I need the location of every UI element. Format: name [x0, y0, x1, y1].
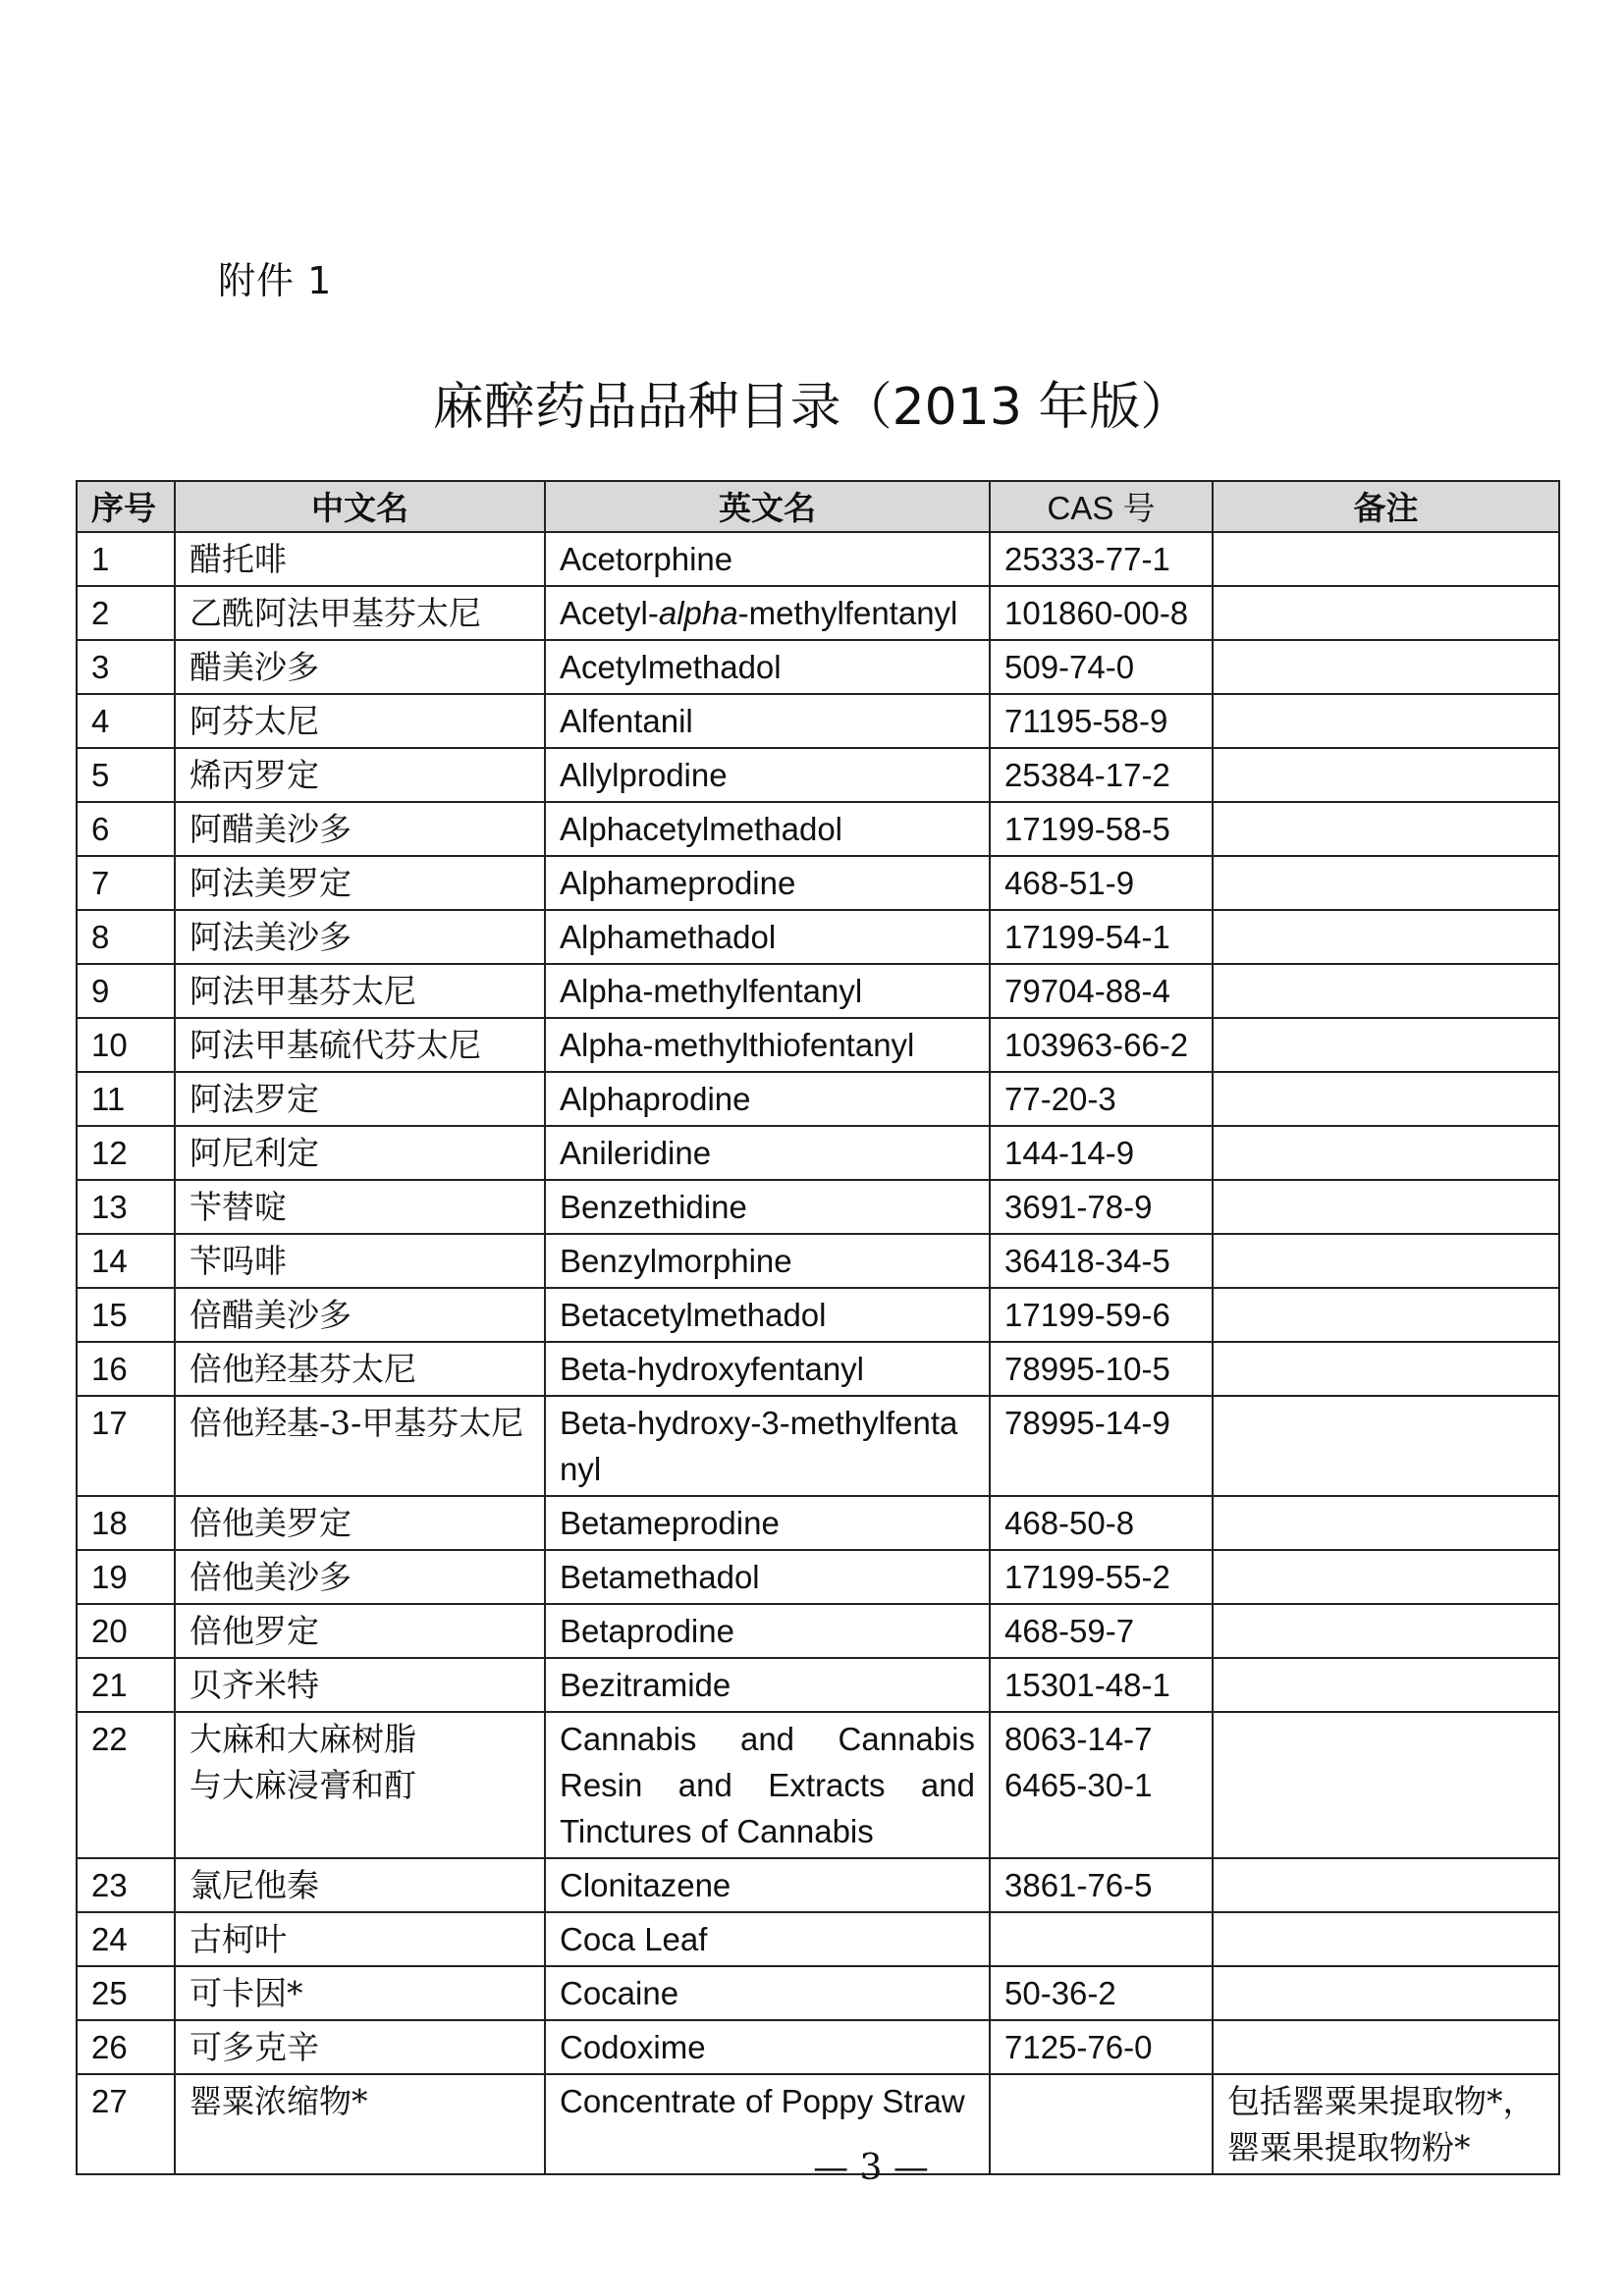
serial-number-cell: 5	[77, 748, 175, 802]
chinese-name-cell	[175, 1018, 545, 1072]
cell-line: 乙酰阿法甲基芬太尼	[189, 594, 481, 632]
serial-number-cell: 19	[77, 1550, 175, 1604]
remarks-cell	[1213, 1234, 1559, 1288]
cell-line: Alphameprodine	[560, 865, 796, 901]
serial-number-cell: 27	[77, 2074, 175, 2174]
remarks-cell	[1213, 1072, 1559, 1126]
header-cas-number: CAS 号	[990, 481, 1213, 532]
remarks-cell	[1213, 748, 1559, 802]
cell-line: 17199-58-5	[1004, 811, 1170, 847]
cell-line: 17199-55-2	[1004, 1559, 1170, 1595]
cell-line: 3691-78-9	[1004, 1189, 1153, 1225]
english-name-part: Acetyl-	[560, 595, 659, 631]
english-name-part: -methylfentanyl	[737, 595, 958, 631]
chinese-name-cell	[175, 2020, 545, 2074]
cell-line: Resin and Extracts and	[560, 1767, 975, 1803]
english-name-cell	[545, 1604, 990, 1658]
serial-number-cell: 24	[77, 1912, 175, 1966]
serial-number-cell: 3	[77, 640, 175, 694]
english-name-cell	[545, 694, 990, 748]
cell-line: Benzethidine	[560, 1189, 747, 1225]
remarks-cell	[1213, 802, 1559, 856]
cell-line: 苄吗啡	[189, 1242, 287, 1280]
remarks-cell	[1213, 1496, 1559, 1550]
cell-line: Beta-hydroxyfentanyl	[560, 1351, 865, 1387]
remarks-cell	[1213, 910, 1559, 964]
english-name-cell	[545, 1712, 990, 1858]
cell-line: 大麻和大麻树脂	[189, 1720, 416, 1758]
cell-line: 17199-54-1	[1004, 919, 1170, 955]
cell-line: Alfentanil	[560, 703, 693, 739]
english-name-cell	[545, 1342, 990, 1396]
cas-number-cell	[990, 2020, 1213, 2074]
attachment-label: 附件 1	[218, 259, 333, 302]
serial-number-cell: 14	[77, 1234, 175, 1288]
document-title: 麻醉药品品种目录（2013 年版）	[432, 378, 1192, 437]
table-header-row	[77, 481, 1559, 532]
chinese-name-cell	[175, 856, 545, 910]
cell-line: 78995-14-9	[1004, 1405, 1170, 1441]
remarks-cell	[1213, 1180, 1559, 1234]
cas-number-cell	[990, 802, 1213, 856]
cell-line: Alphamethadol	[560, 919, 777, 955]
chinese-name-cell	[175, 1342, 545, 1396]
serial-number-cell: 11	[77, 1072, 175, 1126]
english-name-cell	[545, 640, 990, 694]
cell-line: 阿法美罗定	[189, 864, 352, 902]
cell-line: Betamethadol	[560, 1559, 760, 1595]
table-row	[77, 1072, 1559, 1126]
remarks-cell	[1213, 1342, 1559, 1396]
cas-number-cell	[990, 1550, 1213, 1604]
cell-line: 7125-76-0	[1004, 2029, 1153, 2065]
english-name-cell	[545, 1858, 990, 1912]
cell-line: 苄替啶	[189, 1188, 287, 1226]
cell-line: 6465-30-1	[1004, 1767, 1153, 1803]
serial-number-cell: 17	[77, 1396, 175, 1496]
table-row	[77, 694, 1559, 748]
cell-line: 阿法甲基硫代芬太尼	[189, 1026, 481, 1064]
cell-line: 倍他羟基芬太尼	[189, 1350, 416, 1388]
remarks-cell	[1213, 2020, 1559, 2074]
english-name-cell	[545, 802, 990, 856]
english-name-cell	[545, 532, 990, 586]
cell-line: 36418-34-5	[1004, 1243, 1170, 1279]
remarks-cell	[1213, 1858, 1559, 1912]
cell-line: 79704-88-4	[1004, 973, 1170, 1009]
english-name-cell	[545, 910, 990, 964]
table-row	[77, 1288, 1559, 1342]
cas-number-cell	[990, 1858, 1213, 1912]
table-row	[77, 1966, 1559, 2020]
serial-number-cell: 22	[77, 1712, 175, 1858]
table-row	[77, 1496, 1559, 1550]
cell-line: Betacetylmethadol	[560, 1297, 827, 1333]
cell-line: 阿尼利定	[189, 1134, 319, 1172]
table-row	[77, 1550, 1559, 1604]
serial-number-cell: 7	[77, 856, 175, 910]
cas-number-cell	[990, 1604, 1213, 1658]
english-name-cell	[545, 1072, 990, 1126]
cell-line: Betameprodine	[560, 1505, 780, 1541]
cas-number-cell	[990, 1180, 1213, 1234]
serial-number-cell: 13	[77, 1180, 175, 1234]
cell-line: 倍他美罗定	[189, 1504, 352, 1542]
english-name-cell	[545, 1126, 990, 1180]
table-row	[77, 532, 1559, 586]
english-name-cell	[545, 1018, 990, 1072]
cas-number-cell	[990, 640, 1213, 694]
cell-line: 144-14-9	[1004, 1135, 1135, 1171]
header-remarks: 备注	[1213, 481, 1559, 532]
chinese-name-cell	[175, 1396, 545, 1496]
remarks-cell	[1213, 1712, 1559, 1858]
remarks-cell	[1213, 586, 1559, 640]
header-serial-number: 序号	[77, 481, 175, 532]
cell-line: 509-74-0	[1004, 649, 1135, 685]
english-name-cell	[545, 1550, 990, 1604]
cell-line: 阿法甲基芬太尼	[189, 972, 416, 1010]
cell-line: Bezitramide	[560, 1667, 731, 1703]
cell-line: 25384-17-2	[1004, 757, 1170, 793]
chinese-name-cell	[175, 1234, 545, 1288]
table-row	[77, 1180, 1559, 1234]
cell-line: 103963-66-2	[1004, 1027, 1189, 1063]
english-name-part: alpha	[658, 595, 738, 631]
cell-line: 与大麻浸膏和酊	[189, 1766, 416, 1804]
english-name-cell	[545, 1912, 990, 1966]
cell-line: 烯丙罗定	[189, 756, 319, 794]
table-row	[77, 2020, 1559, 2074]
serial-number-cell: 15	[77, 1288, 175, 1342]
cell-line: Alpha-methylfentanyl	[560, 973, 863, 1009]
cas-number-cell	[990, 1396, 1213, 1496]
serial-number-cell: 26	[77, 2020, 175, 2074]
cell-line: Acetorphine	[560, 541, 733, 577]
cas-number-cell	[990, 748, 1213, 802]
cell-line: 468-50-8	[1004, 1505, 1135, 1541]
cas-number-cell	[990, 1912, 1213, 1966]
table-row	[77, 802, 1559, 856]
cell-line: 3861-76-5	[1004, 1867, 1153, 1903]
english-name-cell	[545, 1288, 990, 1342]
cell-line: nyl	[560, 1451, 602, 1487]
serial-number-cell: 9	[77, 964, 175, 1018]
cas-number-cell	[990, 1234, 1213, 1288]
table-row	[77, 586, 1559, 640]
table-row	[77, 1018, 1559, 1072]
cell-line: 77-20-3	[1004, 1081, 1116, 1117]
cas-number-cell	[990, 910, 1213, 964]
cell-line: 468-51-9	[1004, 865, 1135, 901]
table-row	[77, 1912, 1559, 1966]
english-name-cell	[545, 1496, 990, 1550]
remarks-cell	[1213, 1604, 1559, 1658]
table-row	[77, 1658, 1559, 1712]
chinese-name-cell	[175, 1604, 545, 1658]
cell-line: 阿法美沙多	[189, 918, 352, 956]
cell-line: 15301-48-1	[1004, 1667, 1170, 1703]
cas-number-cell	[990, 1072, 1213, 1126]
remarks-cell	[1213, 1288, 1559, 1342]
remarks-cell	[1213, 694, 1559, 748]
cas-number-cell	[990, 1342, 1213, 1396]
cas-number-cell	[990, 694, 1213, 748]
table-row	[77, 1234, 1559, 1288]
english-name-cell	[545, 748, 990, 802]
page-number: — 3 —	[813, 2148, 929, 2188]
chinese-name-cell	[175, 1550, 545, 1604]
remarks-cell	[1213, 1550, 1559, 1604]
english-name-cell	[545, 1966, 990, 2020]
remarks-cell	[1213, 1396, 1559, 1496]
chinese-name-cell	[175, 1180, 545, 1234]
serial-number-cell: 10	[77, 1018, 175, 1072]
cell-line: Cocaine	[560, 1975, 679, 2011]
remarks-cell	[1213, 1658, 1559, 1712]
chinese-name-cell	[175, 1966, 545, 2020]
serial-number-cell: 4	[77, 694, 175, 748]
serial-number-cell: 12	[77, 1126, 175, 1180]
cas-number-cell	[990, 856, 1213, 910]
chinese-name-cell	[175, 802, 545, 856]
cell-line: 阿芬太尼	[189, 702, 319, 740]
cell-line: 可卡因*	[189, 1974, 303, 2012]
table-row	[77, 856, 1559, 910]
cell-line: 101860-00-8	[1004, 595, 1189, 631]
cell-line: 阿法罗定	[189, 1080, 319, 1118]
remarks-cell	[1213, 1018, 1559, 1072]
chinese-name-cell	[175, 964, 545, 1018]
cell-line: 罂粟浓缩物*	[189, 2082, 368, 2120]
cell-line: 贝齐米特	[189, 1666, 319, 1704]
cell-line: Beta-hydroxy-3-methylfenta	[560, 1405, 958, 1441]
cell-line: Alphacetylmethadol	[560, 811, 843, 847]
header-chinese-name: 中文名	[175, 481, 545, 532]
cell-line: Acetylmethadol	[560, 649, 782, 685]
serial-number-cell: 20	[77, 1604, 175, 1658]
serial-number-cell: 21	[77, 1658, 175, 1712]
cas-number-cell	[990, 586, 1213, 640]
cas-number-cell	[990, 1126, 1213, 1180]
chinese-name-cell	[175, 1288, 545, 1342]
chinese-name-cell	[175, 532, 545, 586]
cas-number-cell	[990, 964, 1213, 1018]
header-english-name: 英文名	[545, 481, 990, 532]
serial-number-cell: 6	[77, 802, 175, 856]
chinese-name-cell	[175, 910, 545, 964]
chinese-name-cell	[175, 694, 545, 748]
cell-line: 17199-59-6	[1004, 1297, 1170, 1333]
table-row	[77, 1396, 1559, 1496]
cell-line: 倍醋美沙多	[189, 1296, 352, 1334]
chinese-name-cell	[175, 1126, 545, 1180]
cas-number-cell	[990, 1966, 1213, 2020]
table-row	[77, 1712, 1559, 1858]
cas-number-cell	[990, 1288, 1213, 1342]
cell-line: 78995-10-5	[1004, 1351, 1170, 1387]
cell-line: Clonitazene	[560, 1867, 731, 1903]
cell-line: Coca Leaf	[560, 1921, 708, 1957]
cas-number-cell	[990, 1658, 1213, 1712]
table-row	[77, 1342, 1559, 1396]
english-name-cell	[545, 2020, 990, 2074]
remarks-cell	[1213, 1126, 1559, 1180]
serial-number-cell: 25	[77, 1966, 175, 2020]
cell-line: Betaprodine	[560, 1613, 734, 1649]
english-name-cell	[545, 586, 990, 640]
remarks-cell	[1213, 640, 1559, 694]
narcotic-drug-table	[76, 480, 1560, 2175]
chinese-name-cell	[175, 1858, 545, 1912]
cell-line: 50-36-2	[1004, 1975, 1116, 2011]
cell-line: Anileridine	[560, 1135, 712, 1171]
table-row	[77, 1604, 1559, 1658]
cell-line: 可多克辛	[189, 2028, 319, 2066]
cell-line: 阿醋美沙多	[189, 810, 352, 848]
cell-line: Alphaprodine	[560, 1081, 751, 1117]
cell-line: Alpha-methylthiofentanyl	[560, 1027, 915, 1063]
chinese-name-cell	[175, 1072, 545, 1126]
chinese-name-cell	[175, 748, 545, 802]
cas-number-cell	[990, 1018, 1213, 1072]
remarks-cell	[1213, 1966, 1559, 2020]
table-row	[77, 1858, 1559, 1912]
cell-line: Tinctures of Cannabis	[560, 1813, 874, 1849]
english-name-cell	[545, 1180, 990, 1234]
cell-line: 包括罂粟果提取物*，	[1227, 2082, 1536, 2120]
chinese-name-cell	[175, 1658, 545, 1712]
serial-number-cell: 18	[77, 1496, 175, 1550]
remarks-cell	[1213, 856, 1559, 910]
cell-line: Concentrate of Poppy Straw	[560, 2083, 965, 2119]
remarks-cell	[1213, 964, 1559, 1018]
serial-number-cell: 8	[77, 910, 175, 964]
cell-line: 倍他罗定	[189, 1612, 319, 1650]
cell-line: Codoxime	[560, 2029, 706, 2065]
english-name-cell	[545, 856, 990, 910]
english-name-cell	[545, 964, 990, 1018]
remarks-cell	[1213, 532, 1559, 586]
serial-number-cell: 23	[77, 1858, 175, 1912]
cell-line: 8063-14-7	[1004, 1721, 1153, 1757]
cell-line: Cannabis and Cannabis	[560, 1721, 975, 1757]
cell-line: 倍他美沙多	[189, 1558, 352, 1596]
cell-line: 468-59-7	[1004, 1613, 1135, 1649]
table-row	[77, 748, 1559, 802]
cas-number-cell	[990, 532, 1213, 586]
chinese-name-cell	[175, 586, 545, 640]
cell-line: 71195-58-9	[1004, 703, 1168, 739]
cell-line: 醋托啡	[189, 540, 287, 578]
chinese-name-cell	[175, 1496, 545, 1550]
cell-line: 25333-77-1	[1004, 541, 1170, 577]
cell-line: 氯尼他秦	[189, 1866, 319, 1904]
serial-number-cell: 2	[77, 586, 175, 640]
cell-line: Benzylmorphine	[560, 1243, 792, 1279]
chinese-name-cell	[175, 1912, 545, 1966]
cas-number-cell	[990, 1712, 1213, 1858]
english-name-cell	[545, 1658, 990, 1712]
cas-number-cell	[990, 1496, 1213, 1550]
cell-line: 罂粟果提取物粉*	[1227, 2128, 1471, 2166]
remarks-cell	[1213, 1912, 1559, 1966]
table-body	[77, 532, 1559, 2174]
cell-line: 古柯叶	[189, 1920, 287, 1958]
cell-line: Allylprodine	[560, 757, 728, 793]
chinese-name-cell	[175, 640, 545, 694]
english-name-cell	[545, 1396, 990, 1496]
cell-line: 醋美沙多	[189, 648, 319, 686]
english-name-cell	[545, 1234, 990, 1288]
table-row	[77, 640, 1559, 694]
serial-number-cell: 1	[77, 532, 175, 586]
table-row	[77, 910, 1559, 964]
serial-number-cell: 16	[77, 1342, 175, 1396]
cell-line: 倍他羟基-3-甲基芬太尼	[189, 1404, 524, 1442]
chinese-name-cell	[175, 1712, 545, 1858]
table-row	[77, 1126, 1559, 1180]
table-row	[77, 964, 1559, 1018]
